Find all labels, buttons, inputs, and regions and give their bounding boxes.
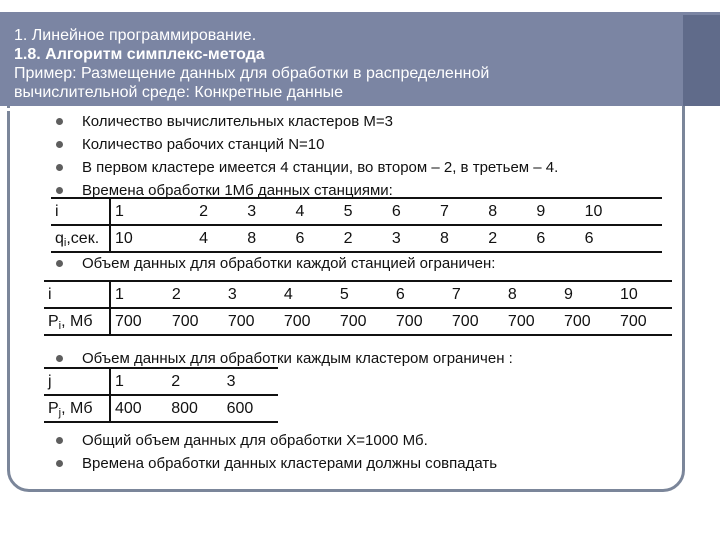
bullet-text: Общий объем данных для обработки X=1000 Мб. — [82, 432, 428, 449]
bullet-item — [56, 252, 676, 275]
table-cell: 8 — [504, 281, 560, 308]
bullet-dot-icon — [56, 118, 63, 125]
table-cell: i — [51, 198, 110, 225]
bullet-item — [56, 156, 676, 179]
table-cell: 8 — [436, 225, 484, 252]
bullet-item — [56, 133, 676, 156]
table-cell: 4 — [280, 281, 336, 308]
cluster-capacity-table — [44, 367, 278, 423]
table-cell: 3 — [388, 225, 436, 252]
table-cell: 700 — [560, 308, 616, 335]
row-label-unit: , Мб — [61, 399, 93, 417]
table-row — [44, 281, 672, 308]
bullet-dot-icon — [56, 164, 63, 171]
table-cell: 1 — [110, 198, 195, 225]
bullet-dot-icon — [56, 260, 63, 267]
table-cell: 10 — [616, 281, 672, 308]
table-cell: 2 — [168, 281, 224, 308]
bullet-text: Времена обработки 1Мб данных станциями: — [82, 182, 393, 199]
table-cell: 7 — [436, 198, 484, 225]
table-cell: 700 — [336, 308, 392, 335]
bullet-text: Времена обработки данных кластерами должны совпадать — [82, 455, 498, 472]
table-cell: 800 — [167, 395, 222, 422]
bullet-dot-icon — [56, 355, 63, 362]
table-cell: 700 — [616, 308, 672, 335]
bullet-dot-icon — [56, 437, 63, 444]
table-cell: 700 — [224, 308, 280, 335]
slide-title — [14, 26, 654, 102]
row-label-unit: , Мб — [61, 312, 93, 330]
bullet-text: Объем данных для обработки каждым кластером ограничен : — [82, 350, 513, 367]
title-line-2: 1.8. Алгоритм симплекс-метода — [14, 46, 265, 63]
table-cell: 7 — [448, 281, 504, 308]
table-cell: 700 — [280, 308, 336, 335]
table-cell: 3 — [223, 368, 278, 395]
bullet-dot-icon — [56, 141, 63, 148]
table-cell — [51, 225, 110, 252]
table-cell: 9 — [560, 281, 616, 308]
table-row — [44, 395, 278, 422]
table-cell: 2 — [195, 198, 243, 225]
table-cell: 9 — [532, 198, 580, 225]
table-cell: 6 — [581, 225, 662, 252]
bullet-dot-icon — [56, 460, 63, 467]
bullet-list-top — [56, 110, 676, 202]
station-capacity-table — [44, 280, 672, 336]
table-cell: 6 — [532, 225, 580, 252]
bullet-text: В первом кластере имеется 4 станции, во втором – 2, в третьем – 4. — [82, 159, 559, 176]
table-cell: 700 — [110, 308, 168, 335]
table-cell: 5 — [336, 281, 392, 308]
row-label-subscript: i — [58, 319, 62, 332]
table-cell: 1 — [110, 368, 167, 395]
title-line-3: Пример: Размещение данных для обработки в распределенной — [14, 65, 490, 82]
table-row — [51, 225, 662, 252]
table-row — [51, 198, 662, 225]
row-label: q — [55, 229, 64, 247]
table-cell — [44, 308, 110, 335]
table-cell: 3 — [224, 281, 280, 308]
row-label: P — [48, 399, 59, 417]
table-cell: 6 — [388, 198, 436, 225]
row-label: P — [48, 312, 59, 330]
table-cell: 2 — [484, 225, 532, 252]
table-cell: 2 — [340, 225, 388, 252]
table-cell — [44, 395, 110, 422]
table-cell: 5 — [340, 198, 388, 225]
table-cell: 6 — [392, 281, 448, 308]
bullet-list-mid1 — [56, 252, 676, 275]
table-cell: 10 — [110, 225, 195, 252]
table-cell: 700 — [504, 308, 560, 335]
table-row — [44, 308, 672, 335]
table-cell: 8 — [243, 225, 291, 252]
table-cell: 700 — [392, 308, 448, 335]
table-row — [44, 368, 278, 395]
bullet-item — [56, 452, 676, 475]
title-line-4: вычислительной среде: Конкретные данные — [14, 84, 344, 101]
table-cell: 4 — [291, 198, 339, 225]
row-label-subscript: i — [63, 236, 67, 249]
table-cell: j — [44, 368, 110, 395]
row-label-unit: ,сек. — [66, 229, 100, 247]
table-cell: 700 — [168, 308, 224, 335]
bullet-item — [56, 429, 676, 452]
bullet-text: Объем данных для обработки каждой станцией ограничен: — [82, 255, 496, 272]
table-cell: 400 — [110, 395, 167, 422]
title-banner — [0, 12, 720, 106]
table-cell: 6 — [291, 225, 339, 252]
table-cell: 700 — [448, 308, 504, 335]
table-cell: 1 — [110, 281, 168, 308]
table-cell: 4 — [195, 225, 243, 252]
table-cell: 2 — [167, 368, 222, 395]
table-cell: 8 — [484, 198, 532, 225]
bullet-text: Количество рабочих станций N=10 — [82, 136, 325, 153]
table-cell: 10 — [581, 198, 662, 225]
row-label-subscript: j — [58, 406, 62, 419]
bullet-item — [56, 110, 676, 133]
bullet-dot-icon — [56, 187, 63, 194]
table-cell: 3 — [243, 198, 291, 225]
table-cell: 600 — [223, 395, 278, 422]
table-cell: i — [44, 281, 110, 308]
bullet-list-bottom — [56, 429, 676, 475]
bullet-text: Количество вычислительных кластеров M=3 — [82, 113, 393, 130]
header-accent — [683, 15, 720, 106]
title-line-1: 1. Линейное программирование. — [14, 27, 257, 44]
processing-time-table — [51, 197, 662, 253]
